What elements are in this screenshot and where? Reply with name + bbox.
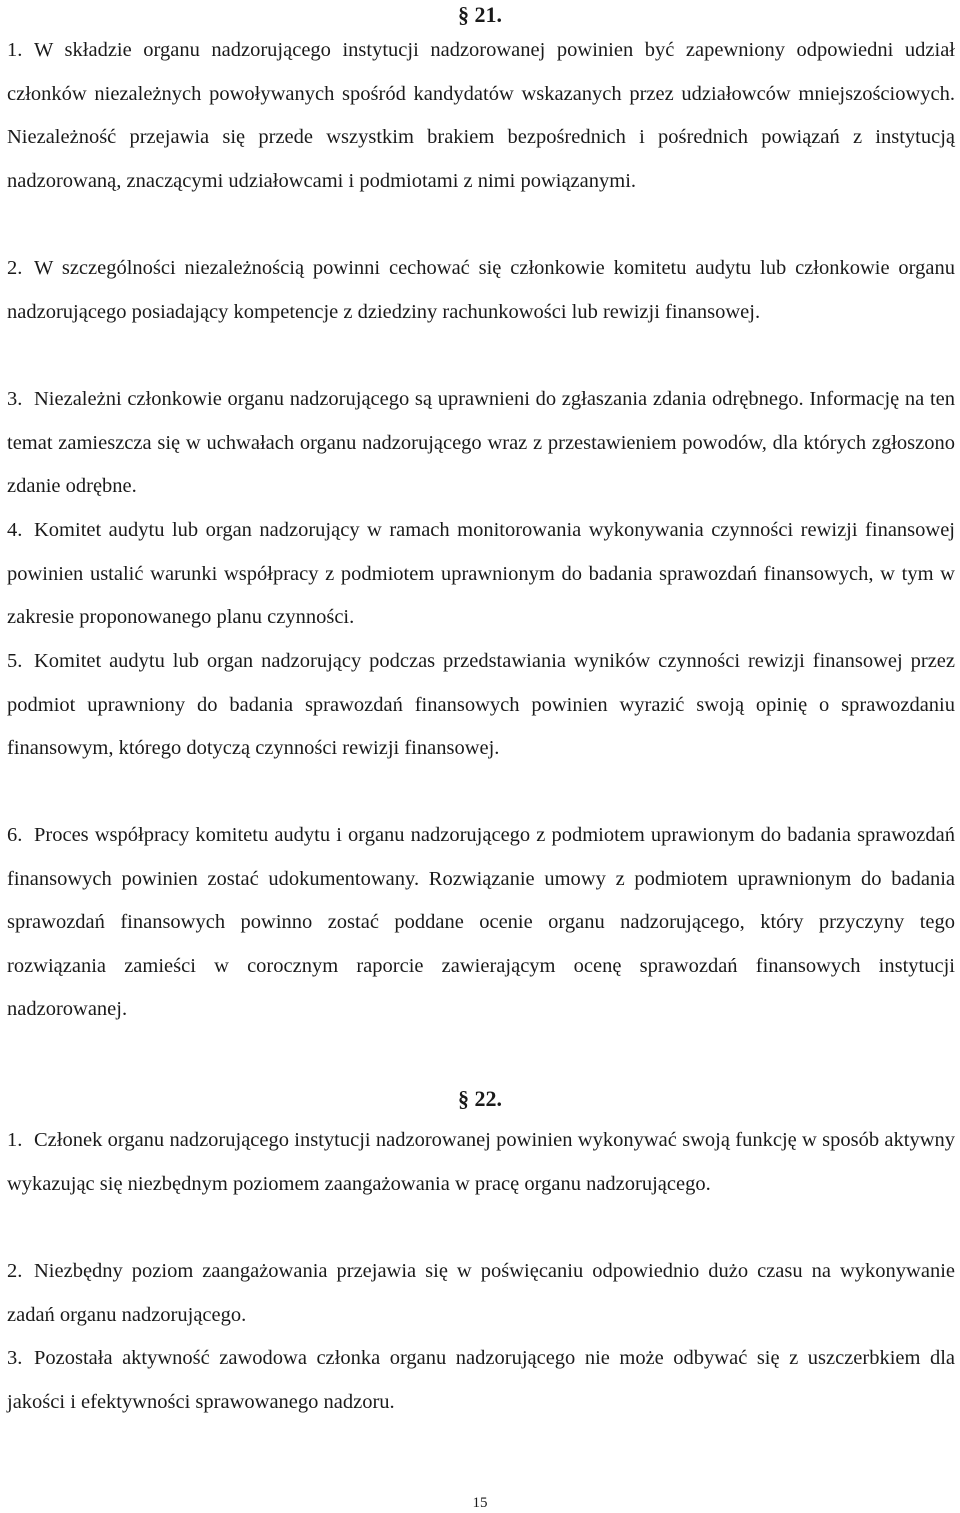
paragraph-number: 6. — [7, 824, 23, 846]
paragraph — [7, 509, 955, 640]
paragraph-number: 3. — [7, 1347, 23, 1369]
section-heading: § 22. — [458, 1086, 502, 1111]
paragraph — [7, 29, 955, 203]
page-number: 15 — [472, 1495, 488, 1511]
paragraph-text: Pozostała aktywność zawodowa członka organu nadzorującego nie może odbywać się z uszczerbkiem dla jakości i efektywności sprawowanego nadzoru. — [7, 1347, 955, 1413]
paragraph-text: Niezbędny poziom zaangażowania przejawia się w poświęcaniu odpowiednio dużo czasu na wykonywanie zadań organu nadzorującego. — [7, 1260, 955, 1326]
paragraph-number: 5. — [7, 650, 23, 672]
paragraph — [7, 814, 955, 1032]
paragraph-text: Komitet audytu lub organ nadzorujący w ramach monitorowania wykonywania czynności rewizji finansowej powinien ustalić warunki współpracy z podmiotem uprawnionym do badania sprawozdań finansowych, w tym w zakresie proponowanego planu czynności. — [7, 519, 955, 629]
paragraph-text: Proces współpracy komitetu audytu i organu nadzorującego z podmiotem uprawionym do badania sprawozdań finansowych powinien zostać udokumentowany. Rozwiązanie umowy z podmiotem uprawnionym do badania sprawozdań finansowych powinno zostać poddane ocenie organu nadzorującego, który przyczyny tego rozwiązania zamieści w corocznym raporcie zawierającym ocenę sprawozdań finansowych instytucji nadzorowanej. — [7, 824, 955, 1021]
section-heading: § 21. — [458, 2, 502, 27]
paragraph — [7, 247, 955, 334]
paragraph — [7, 640, 955, 771]
paragraph-number: 3. — [7, 388, 23, 410]
paragraph — [7, 378, 955, 509]
paragraph-number: 2. — [7, 257, 23, 279]
paragraph — [7, 1250, 955, 1337]
paragraph — [7, 1119, 955, 1206]
paragraph — [7, 1337, 955, 1424]
paragraph-number: 1. — [7, 39, 23, 61]
paragraph-text: Członek organu nadzorującego instytucji nadzorowanej powinien wykonywać swoją funkcję w sposób aktywny wykazując się niezbędnym poziomem zaangażowania w pracę organu nadzorującego. — [7, 1129, 955, 1195]
paragraph-text: Komitet audytu lub organ nadzorujący podczas przedstawiania wyników czynności rewizji finansowej przez podmiot uprawniony do badania sprawozdań finansowych powinien wyrazić swoją opinię o sprawozdaniu finansowym, którego dotyczą czynności rewizji finansowej. — [7, 650, 955, 760]
paragraph-text: Niezależni członkowie organu nadzorującego są uprawnieni do zgłaszania zdania odrębnego. Informację na ten temat zamieszcza się w uchwałach organu nadzorującego wraz z przestawieniem powodów, dla których zgłoszono zdanie odrębne. — [7, 388, 955, 498]
paragraph-text: W szczególności niezależnością powinni cechować się członkowie komitetu audytu lub członkowie organu nadzorującego posiadający kompetencje z dziedziny rachunkowości lub rewizji finansowej. — [7, 257, 955, 323]
paragraph-number: 2. — [7, 1260, 23, 1282]
paragraph-number: 4. — [7, 519, 23, 541]
paragraph-number: 1. — [7, 1129, 23, 1151]
paragraph-text: W składzie organu nadzorującego instytucji nadzorowanej powinien być zapewniony odpowiedni udział członków niezależnych powoływanych spośród kandydatów wskazanych przez udziałowców mniejszościowych. Niezależność przejawia się przede wszystkim brakiem bezpośrednich i pośrednich powiązań z instytucją nadzorowaną, znaczącymi udziałowcami i podmiotami z nimi powiązanymi. — [7, 39, 955, 192]
